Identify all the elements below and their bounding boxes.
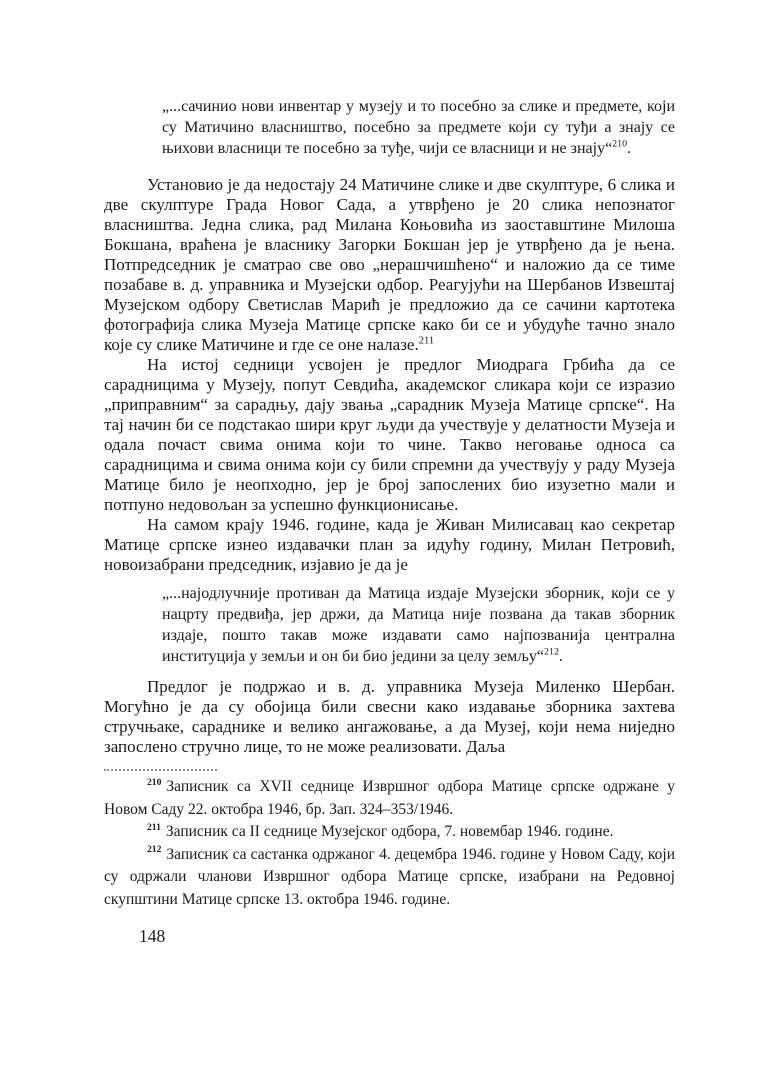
text-column	[104, 96, 675, 911]
footnote-211-text: Записник са II седнице Музејског одбора, 7. новембар 1946. године.	[165, 823, 614, 840]
footnote-ref-210: 210	[612, 138, 628, 150]
footnote-212-text: Записник са састанка одржаног 4. децембра 1946. године у Новом Саду, који су одржали чланови Извршног одбора Матице српске, изабрани на Редовној скупштини Матице српске 13. октобра 1946. године.	[104, 845, 675, 908]
quote-1-tail: .	[627, 140, 632, 157]
paragraph-4: Предлог је подржао и в. д. управника Музеја Миленко Шербан. Могућно је да су обојица били свесни како издавање зборника захтева стручњаке, сараднике и велико ангажовање, а да Музеј, који нема ниједно запослено стручно лице, то не може реализовати. Даља	[104, 677, 675, 756]
footnote-212	[104, 844, 675, 912]
block-quote-1	[162, 96, 675, 159]
paragraph-3: На самом крају 1946. године, када је Живан Милисавац као секретар Матице српске изнео издавачки план за идућу годину, Милан Петровић, новоизабрани председник, изјавио је да је	[104, 515, 675, 574]
footnote-ref-212: 212	[544, 646, 559, 658]
footnote-212-number: 212	[147, 844, 162, 856]
footnote-210-text: Записник са XVII седнице Извршног одбора Матице српске одржане у Новом Саду 22. октобра 1946, бр. Зап. 324–353/1946.	[104, 778, 675, 818]
paragraph-1	[104, 175, 675, 355]
paragraph-1-text: Установио је да недостају 24 Матичине слике и две скулптуре, 6 слика и две скулптуре Града Новог Сада, а утврђено је 20 слика непознатог власништва. Једна слика, рад Милана Коњовића из заоставштине Милоша Бокшана, враћена је власнику Загорки Бокшан јер је утврђено да је њена. Потпредседник је сматрао све ово „нерашчишћено“ и наложио да се тиме позабаве в. д. управника и Музејски одбор. Реагујући на Шербанов Извештај Музејском одбору Светислав Марић је предложио да се сачини картотека фотографија слика Музеја Матице српске како би се и убудуће тачно знало које су слике Матичине и где се оне налазе.	[104, 175, 675, 354]
quote-1-text: „...сачинио нови инвентар у музеју и то посебно за слике и предмете, који су Матичино власништво, посебно за предмете који су туђи а знају се њихови власници те посебно за туђе, чији се власници и не знају“	[162, 98, 675, 157]
footnote-210-number: 210	[147, 776, 162, 788]
page-number: 148	[139, 926, 166, 946]
footnote-211	[104, 821, 675, 844]
quote-2-text: „...најодлучније противан да Матица издаје Музејски зборник, који се у нацрту предвиђа, јер држи, да Матица није позвана да такав зборник издаје, пошто такав може издавати само најпозванија централна институција у земљи и он би био једини за целу земљу“	[162, 585, 675, 665]
footnote-210	[104, 776, 675, 821]
footnote-ref-211: 211	[418, 335, 435, 347]
paragraph-2: На истој седници усвојен је предлог Миодрага Грбића да се сарадницима у Музеју, попут Севдића, академског сликара који се изразио „приправним“ за сарадњу, дају звања „сарадник Музеја Матице српске“. На тај начин би се подстакао шири круг људи да учествује у делатности Музеја и одала почаст свима онима који то чине. Такво неговање односа са сарадницима и свима онима који су били спремни да учествују у раду Музеја Матице било је неопходно, јер је број запослених био изузетно мали и потпуно недовољан за успешно функционисање.	[104, 355, 675, 514]
quote-2-tail: .	[558, 648, 563, 665]
footnote-separator	[104, 769, 217, 771]
footnote-211-number: 211	[147, 821, 161, 833]
block-quote-2	[162, 583, 675, 667]
